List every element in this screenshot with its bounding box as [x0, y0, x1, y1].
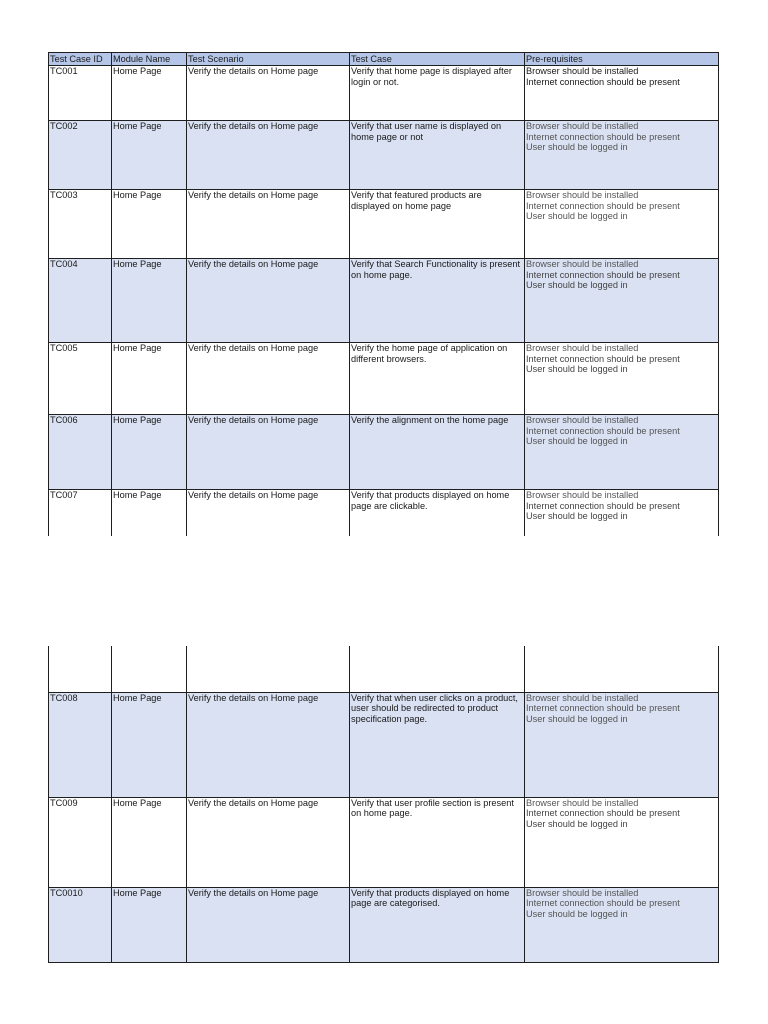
table-row — [49, 490, 719, 536]
cell-module-name: Home Page — [112, 490, 187, 536]
table-row — [49, 415, 719, 490]
cell-test-case: Verify that Search Functionality is present on home page. — [350, 259, 525, 343]
cell-test-case: Verify that home page is displayed after login or not. — [350, 66, 525, 121]
prerequisite-line: User should be logged in — [526, 364, 628, 375]
cell-pre-requisites — [525, 797, 719, 887]
prerequisite-line: Browser should be installed — [526, 887, 639, 898]
test-case-table-page-2 — [48, 646, 719, 963]
prerequisite-line: Internet connection should be present — [526, 269, 680, 280]
cell-test-case-id: TC007 — [49, 490, 112, 536]
prerequisite-line: Internet connection should be present — [526, 131, 680, 142]
cell-pre-requisites — [525, 692, 719, 797]
cell-test-case-id: TC002 — [49, 121, 112, 190]
prerequisite-line: User should be logged in — [526, 211, 628, 222]
header-test-case: Test Case — [350, 53, 525, 66]
header-test-case-id: Test Case ID — [49, 53, 112, 66]
prerequisite-line: Internet connection should be present — [526, 425, 680, 436]
prerequisite-line: Browser should be installed — [526, 121, 639, 131]
table-row — [49, 797, 719, 887]
cell-test-case-id: TC008 — [49, 692, 112, 797]
cell-test-scenario: Verify the details on Home page — [187, 415, 350, 490]
cell-module-name: Home Page — [112, 343, 187, 415]
prerequisite-line: User should be logged in — [526, 713, 628, 724]
cell-test-case-id: TC003 — [49, 190, 112, 259]
prerequisite-line: Browser should be installed — [526, 66, 639, 76]
cell-module-name: Home Page — [112, 66, 187, 121]
prerequisite-line: Internet connection should be present — [526, 703, 680, 714]
prerequisite-line: Browser should be installed — [526, 415, 639, 425]
table-row — [49, 692, 719, 797]
cell-test-case-id: TC0010 — [49, 887, 112, 962]
prerequisite-line: User should be logged in — [526, 818, 628, 829]
cell-test-case: Verify the alignment on the home page — [350, 415, 525, 490]
prerequisite-line: Internet connection should be present — [526, 808, 680, 819]
cell-test-case: Verify that when user clicks on a product, user should be redirected to product specification page. — [350, 692, 525, 797]
prerequisite-line: User should be logged in — [526, 436, 628, 447]
prerequisite-line: User should be logged in — [526, 908, 628, 919]
prerequisite-line: Internet connection should be present — [526, 353, 680, 364]
table-row-continuation — [49, 646, 719, 692]
prerequisite-line: Browser should be installed — [526, 190, 639, 200]
table-row — [49, 343, 719, 415]
cell-test-case: Verify that featured products are displayed on home page — [350, 190, 525, 259]
cell-test-case-id: TC005 — [49, 343, 112, 415]
cell-test-case-id: TC006 — [49, 415, 112, 490]
prerequisite-line: User should be logged in — [526, 142, 628, 153]
cell-pre-requisites — [525, 415, 719, 490]
header-module-name: Module Name — [112, 53, 187, 66]
cell-test-scenario: Verify the details on Home page — [187, 190, 350, 259]
table-row — [49, 190, 719, 259]
cell-pre-requisites — [525, 259, 719, 343]
cell-test-scenario: Verify the details on Home page — [187, 259, 350, 343]
cell-module-name: Home Page — [112, 692, 187, 797]
cell-module-name: Home Page — [112, 259, 187, 343]
cell-test-case-id: TC009 — [49, 797, 112, 887]
cell-test-scenario: Verify the details on Home page — [187, 797, 350, 887]
table-row — [49, 66, 719, 121]
cell-pre-requisites — [525, 490, 719, 536]
cell-test-case: Verify that products displayed on home page are categorised. — [350, 887, 525, 962]
prerequisite-line: Internet connection should be present — [526, 76, 680, 87]
cell-test-scenario: Verify the details on Home page — [187, 692, 350, 797]
header-pre-requisites: Pre-requisites — [525, 53, 719, 66]
header-test-scenario: Test Scenario — [187, 53, 350, 66]
cell-module-name: Home Page — [112, 887, 187, 962]
cell-test-scenario: Verify the details on Home page — [187, 66, 350, 121]
cell-module-name: Home Page — [112, 415, 187, 490]
cell-test-case: Verify that products displayed on home page are clickable. — [350, 490, 525, 536]
table-row — [49, 887, 719, 962]
cell-test-case: Verify that user profile section is present on home page. — [350, 797, 525, 887]
table-row — [49, 259, 719, 343]
cell-pre-requisites — [525, 190, 719, 259]
prerequisite-line: Internet connection should be present — [526, 200, 680, 211]
cell-test-case: Verify that user name is displayed on home page or not — [350, 121, 525, 190]
cell-test-case-id: TC001 — [49, 66, 112, 121]
prerequisite-line: Browser should be installed — [526, 259, 639, 269]
cell-test-case: Verify the home page of application on different browsers. — [350, 343, 525, 415]
cell-pre-requisites — [525, 121, 719, 190]
prerequisite-line: Internet connection should be present — [526, 898, 680, 909]
cell-module-name: Home Page — [112, 190, 187, 259]
cell-test-scenario: Verify the details on Home page — [187, 343, 350, 415]
cell-test-scenario: Verify the details on Home page — [187, 121, 350, 190]
prerequisite-line: Browser should be installed — [526, 343, 639, 353]
cell-pre-requisites — [525, 66, 719, 121]
prerequisite-line: Internet connection should be present — [526, 500, 680, 511]
prerequisite-line: User should be logged in — [526, 280, 628, 291]
table-row — [49, 121, 719, 190]
cell-pre-requisites — [525, 887, 719, 962]
cell-test-scenario: Verify the details on Home page — [187, 490, 350, 536]
prerequisite-line: Browser should be installed — [526, 797, 639, 808]
cell-test-case-id: TC004 — [49, 259, 112, 343]
prerequisite-line: User should be logged in — [526, 511, 628, 522]
cell-module-name: Home Page — [112, 797, 187, 887]
prerequisite-line: Browser should be installed — [526, 692, 639, 703]
prerequisite-line: Browser should be installed — [526, 490, 639, 500]
cell-module-name: Home Page — [112, 121, 187, 190]
cell-test-scenario: Verify the details on Home page — [187, 887, 350, 962]
cell-pre-requisites — [525, 343, 719, 415]
header-row — [49, 53, 719, 66]
test-case-table-page-1 — [48, 52, 719, 536]
